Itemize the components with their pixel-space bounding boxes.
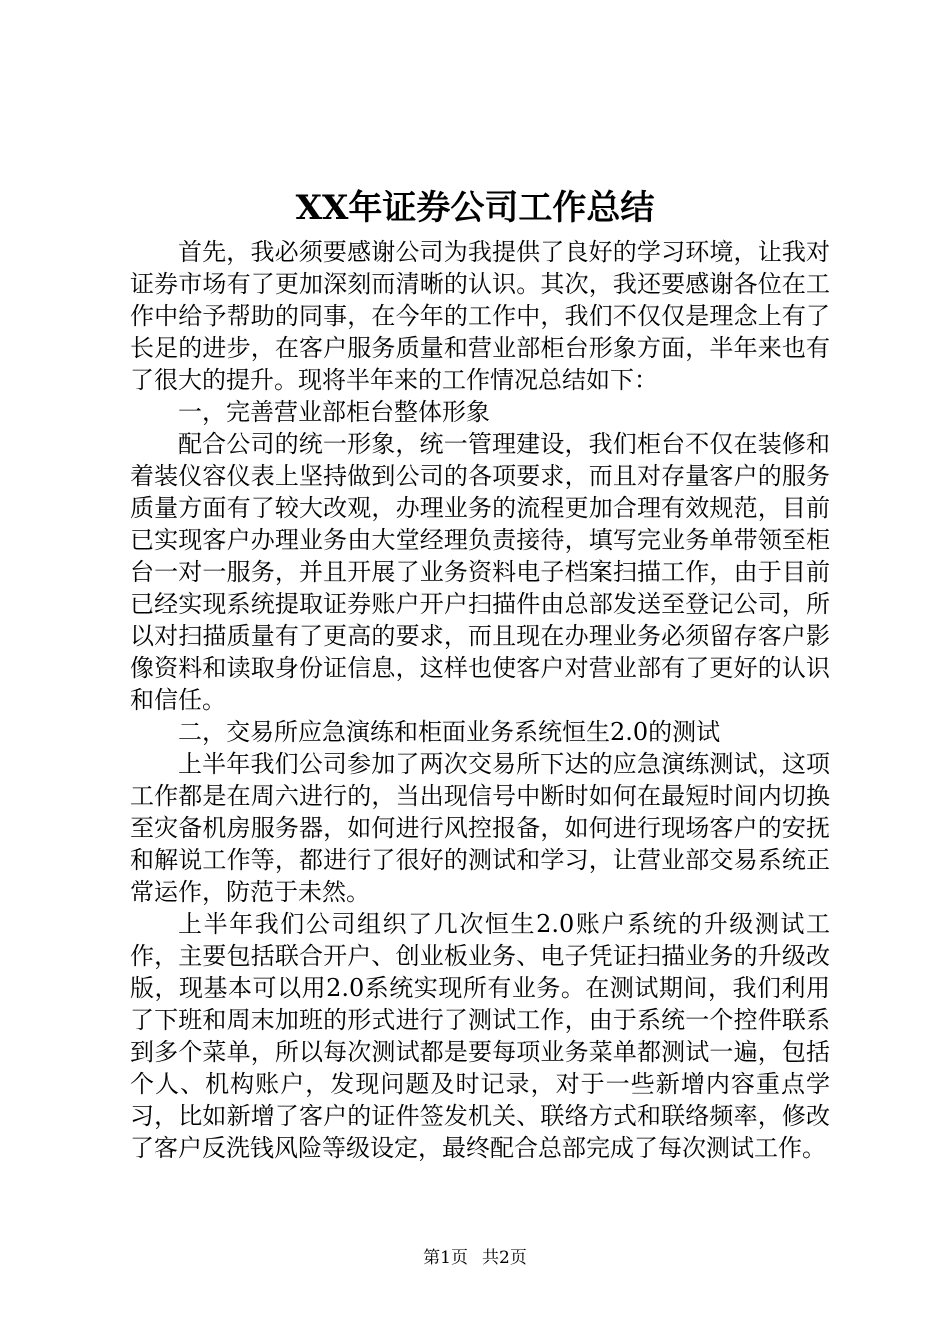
document-body <box>130 236 830 1164</box>
paragraph-section-2b: 上半年我们公司组织了几次恒生2.0账户系统的升级测试工作，主要包括联合开户、创业板业务、电子凭证扫描业务的升级改版，现基本可以用2.0系统实现所有业务。在测试期间，我们利用了下班和周末加班的形式进行了测试工作，由于系统一个控件联系到多个菜单，所以每次测试都是要每项业务菜单都测试一遍，包括个人、机构账户，发现问题及时记录，对于一些新增内容重点学习，比如新增了客户的证件签发机关、联络方式和联络频率，修改了客户反洗钱风险等级设定，最终配合总部完成了每次测试工作。 <box>130 910 830 1162</box>
page-footer <box>0 1246 950 1270</box>
paragraph-intro: 首先，我必须要感谢公司为我提供了良好的学习环境，让我对证券市场有了更加深刻而清晰的认识。其次，我还要感谢各位在工作中给予帮助的同事，在今年的工作中，我们不仅仅是理念上有了长足的进步，在客户服务质量和营业部柜台形象方面，半年来也有了很大的提升。现将半年来的工作情况总结如下： <box>130 238 830 394</box>
section-heading-2: 二，交易所应急演练和柜面业务系统恒生2.0的测试 <box>178 718 721 746</box>
paragraph-section-2a: 上半年我们公司参加了两次交易所下达的应急演练测试，这项工作都是在周六进行的，当出现信号中断时如何在最短时间内切换至灾备机房服务器，如何进行风控报备，如何进行现场客户的安抚和解说工作等，都进行了很好的测试和学习，让营业部交易系统正常运作，防范于未然。 <box>130 750 830 906</box>
page-number: 第1页 <box>423 1248 468 1268</box>
paragraph-section-1: 配合公司的统一形象，统一管理建设，我们柜台不仅在装修和着装仪容仪表上坚持做到公司的各项要求，而且对存量客户的服务质量方面有了较大改观，办理业务的流程更加合理有效规范，目前已实现客户办理业务由大堂经理负责接待，填写完业务单带领至柜台一对一服务，并且开展了业务资料电子档案扫描工作，由于目前已经实现系统提取证券账户开户扫描件由总部发送至登记公司，所以对扫描质量有了更高的要求，而且现在办理业务必须留存客户影像资料和读取身份证信息，这样也使客户对营业部有了更好的认识和信任。 <box>130 430 830 714</box>
section-heading-1: 一，完善营业部柜台整体形象 <box>178 398 490 426</box>
page-total: 共2页 <box>482 1248 527 1268</box>
document-title: XX年证券公司工作总结 <box>295 188 655 228</box>
